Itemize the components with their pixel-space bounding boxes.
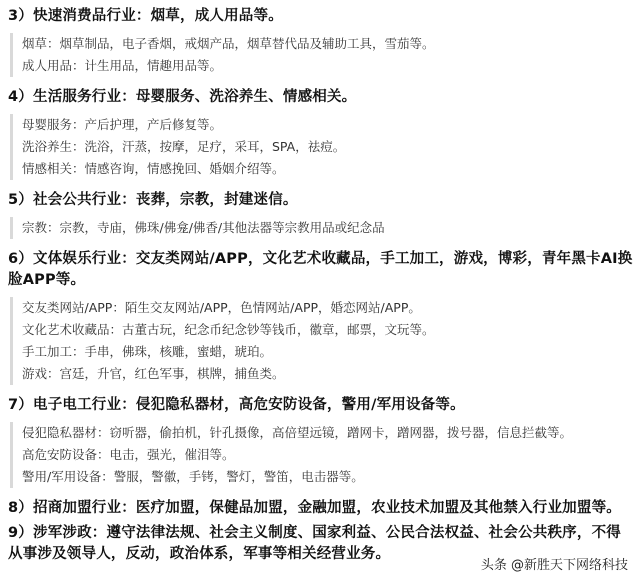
section-fmcg — [8, 6, 634, 77]
section-quote — [10, 297, 634, 385]
toutiao-watermark: 头条 @新胜天下网络科技 — [479, 553, 630, 574]
section-life-services — [8, 87, 634, 180]
section-heading-franchise: 8）招商加盟行业：医疗加盟，保健品加盟，金融加盟，农业技术加盟及其他禁入行业加盟等。 — [8, 500, 621, 516]
section-quote — [10, 114, 634, 180]
quote-line: 交友类网站/APP：陌生交友网站/APP，色情网站/APP，婚恋网站/APP。 — [22, 300, 421, 315]
quote-line: 成人用品：计生用品，情趣用品等。 — [22, 58, 223, 73]
quote-line: 手工加工：手串，佛珠，核雕，蜜蜡，琥珀。 — [22, 344, 273, 359]
section-public — [8, 190, 634, 239]
quote-line: 情感相关：情感咨询，情感挽回、婚姻介绍等。 — [22, 161, 285, 176]
section-heading: 5）社会公共行业：丧葬，宗教，封建迷信。 — [8, 192, 298, 208]
section-heading: 3）快速消费品行业：烟草，成人用品等。 — [8, 8, 283, 24]
section-heading-military-political: 9）涉军涉政：遵守法律法规、社会主义制度、国家利益、公民合法权益、社会公共秩序，不得从事涉及领导人，反动，政治体系，军事等相关经营业务。 — [8, 525, 621, 562]
quote-line: 宗教：宗教，寺庙，佛珠/佛龛/佛香/其他法器等宗教用品或纪念品 — [22, 220, 385, 235]
quote-line: 高危安防设备：电击，强光，催泪等。 — [22, 447, 235, 462]
section-heading: 6）文体娱乐行业：交友类网站/APP，文化艺术收藏品，手工加工，游戏，博彩，青年黑卡AI换脸APP等。 — [8, 251, 633, 288]
quote-line: 侵犯隐私器材：窃听器，偷拍机，针孔摄像，高倍望远镜，蹭网卡，蹭网器，拨号器，信息拦截等。 — [22, 425, 573, 440]
section-heading: 7）电子电工行业：侵犯隐私器材，高危安防设备，警用/军用设备等。 — [8, 397, 465, 413]
quote-line: 游戏：宫廷，升官，红色军事，棋牌，捕鱼类。 — [22, 366, 285, 381]
section-entertainment — [8, 249, 634, 385]
article-body — [8, 6, 634, 565]
quote-line: 洗浴养生：洗浴，汗蒸，按摩，足疗，采耳，SPA，祛痘。 — [22, 139, 346, 154]
quote-line: 烟草：烟草制品，电子香烟，戒烟产品，烟草替代品及辅助工具，雪茄等。 — [22, 36, 435, 51]
section-quote — [10, 422, 634, 488]
quote-line: 警用/军用设备：警服，警徽，手铐，警灯，警笛，电击器等。 — [22, 469, 364, 484]
quote-line: 文化艺术收藏品：古董古玩，纪念币纪念钞等钱币，徽章，邮票，文玩等。 — [22, 322, 435, 337]
section-quote — [10, 217, 634, 239]
quote-line: 母婴服务：产后护理，产后修复等。 — [22, 117, 223, 132]
section-quote — [10, 33, 634, 77]
section-electronics — [8, 395, 634, 488]
section-heading: 4）生活服务行业：母婴服务、洗浴养生、情感相关。 — [8, 89, 357, 105]
